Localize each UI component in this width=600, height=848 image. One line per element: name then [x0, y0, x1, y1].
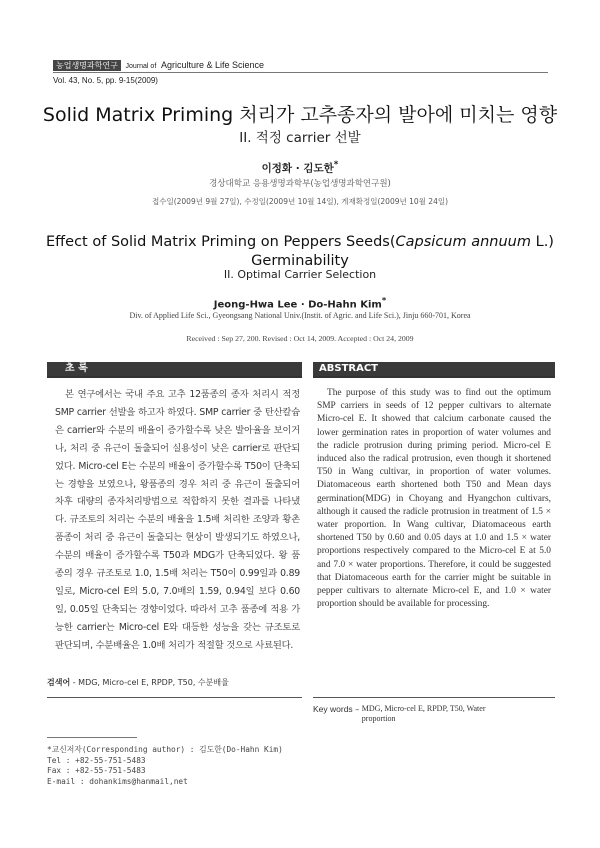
paper-title-korean: Solid Matrix Priming 처리가 고추종자의 발아에 미치는 영향: [42, 104, 558, 126]
abstract-korean-section: [47, 362, 302, 655]
header-divider: [53, 72, 548, 73]
journal-header: [53, 60, 264, 71]
title-english-part1: Effect of Solid Matrix Priming on Peppers Seeds(: [46, 234, 396, 250]
authors-english-names: Jeong-Hwa Lee · Do-Hahn Kim: [213, 299, 382, 311]
paper-subtitle-korean: II. 적정 carrier 선발: [239, 130, 361, 146]
footnote-email: E-mail : dohankims@hanmail,net: [47, 776, 188, 786]
journal-name: Agriculture & Life Science: [160, 60, 265, 70]
title-english-species: Capsicum annuum: [395, 234, 531, 250]
paper-title-english: [0, 233, 600, 271]
author-mark-english: *: [381, 295, 387, 305]
abstract-korean-heading: 초 록: [47, 362, 302, 376]
footnote-block: [47, 745, 283, 787]
keywords-korean-text: - MDG, Micro-cel E, RPDP, T50, 수분배율: [70, 678, 229, 687]
journal-korean-badge: 농업생명과학연구: [53, 60, 121, 71]
abstract-english-heading: ABSTRACT: [313, 362, 555, 376]
dates-english: Received : Sep 27, 200. Revised : Oct 14, 2009. Accepted : Oct 24, 2009: [186, 334, 414, 343]
authors-english: [0, 295, 600, 310]
right-column-bottom-rule: [313, 697, 555, 698]
title-english-line2: Germinability: [251, 253, 349, 269]
footnote-corresponding: *교신저자(Corresponding author) : 김도한(Do-Hahn Kim): [47, 745, 283, 754]
title-english-part2: L.): [531, 234, 554, 250]
abstract-korean-text: 본 연구에서는 국내 주요 고추 12품종의 종자 처리시 적정 SMP carrier 선발을 하고자 하였다. SMP carrier 중 탄산칼슘은 carrier와 수분의 배율이 증가할수록 낮은 발아율을 보이거나, 처리 중 유근이 돌출되어 실용성이 낮은 carrier로 판단되었다. Micro-cel E는 수분의 배율이 증가할수록 T50이 단축되는 경향을 보였으나, 왕품종의 경우 처리 중 유근이 돌출되어 차후 대량의 종자처리방법으로 적합하지 못한 결과를 나타냈다. 규조토의 처리는 수분의 배율을 1.5배 처리한 조양과 황촌품종이 처리 중 유근이 돌출되는 현상이 발생되기도 하였으나, 수분의 배율이 증가할수록 T50과 MDG가 단축되었다. 왕 품종의 경우 규조토로 1.0, 1.5배 처리는 T50이 0.99일과 0.89일로, Micro-cel E의 5.0, 7.0배의 1.59, 0.94일 보다 0.60일, 0.05일 단축되는 경향이었다. 따라서 고추 품종에 적용 가능한 carrier는 Micro-cel E와 대등한 성능을 갖는 규조토로 판단되며, 수분배율은 1.0배 처리가 적절할 것으로 사료된다.: [55, 389, 300, 651]
footnote-fax: Fax : +82-55-751-5483: [47, 766, 146, 775]
paper-subtitle-english: II. Optimal Carrier Selection: [223, 268, 377, 281]
volume-info: Vol. 43, No. 5, pp. 9-15(2009): [53, 76, 158, 85]
abstract-english-rule: [313, 376, 555, 378]
dates-korean: 접수일(2009년 9월 27일), 수정일(2009년 10월 14일), 게재확정일(2009년 10월 24일): [151, 197, 449, 206]
affiliation-korean: 경상대학교 응용생명과학부(농업생명과학연구원): [209, 179, 391, 189]
abstract-english-text: The purpose of this study was to find out the optimum SMP carriers in seeds of 12 pepper cultivars to alternate Micro-cel E. It showed that calcium carbonate caused the lower germination rates in proportion of water volumes and the radicle protrusion during priming period. Micro-cel E induced also the radical protrusion, even though it shortened T50 in Wang cultivar, in proportion of water volumes. Diatomaceous earth shortened both T50 and Mean days germination(MDG) in Choyang and Hyangchon cultivars, although it caused the radicle protrusion in treatment of 1.5 × water proportion. In Wang cultivar, Diatomaceous earth shortened T50 by 0.60 and 0.05 days at 1.0 and 1.5 × water proportions respectively compared to the Micro-cel E at 5.0 and 7.0 × water proportions. Therefore, it could be suggested that Diatomaceous earth for the carrier might be suitable in pepper cultivars to alternate Micro-cel E, and 1.0 × water proportion should be available for processing.: [317, 388, 551, 610]
journal-prefix: Journal of: [125, 63, 157, 70]
keywords-korean-label: 검색어: [47, 678, 71, 687]
author-mark-korean: *: [333, 160, 339, 170]
footnote-rule: [47, 737, 137, 738]
keywords-english-dash: –: [355, 705, 362, 714]
keywords-english-label: Key words: [313, 704, 353, 714]
left-column-bottom-rule: [47, 697, 302, 698]
abstract-english-section: [313, 362, 555, 611]
authors-korean-names: 이정화 · 김도한: [261, 162, 334, 175]
keywords-korean: [47, 677, 302, 688]
authors-korean: [0, 160, 600, 176]
keywords-english: [313, 704, 555, 724]
affiliation-english: Div. of Applied Life Sci., Gyeongsang National Univ.(Instit. of Agric. and Life Sci.), Jinju 660-701, Korea: [129, 311, 471, 320]
footnote-tel: Tel : +82-55-751-5483: [47, 755, 146, 765]
abstract-korean-rule: [47, 376, 302, 378]
keywords-english-text: MDG, Micro-cel E, RPDP, T50, Water proportion: [361, 704, 486, 723]
